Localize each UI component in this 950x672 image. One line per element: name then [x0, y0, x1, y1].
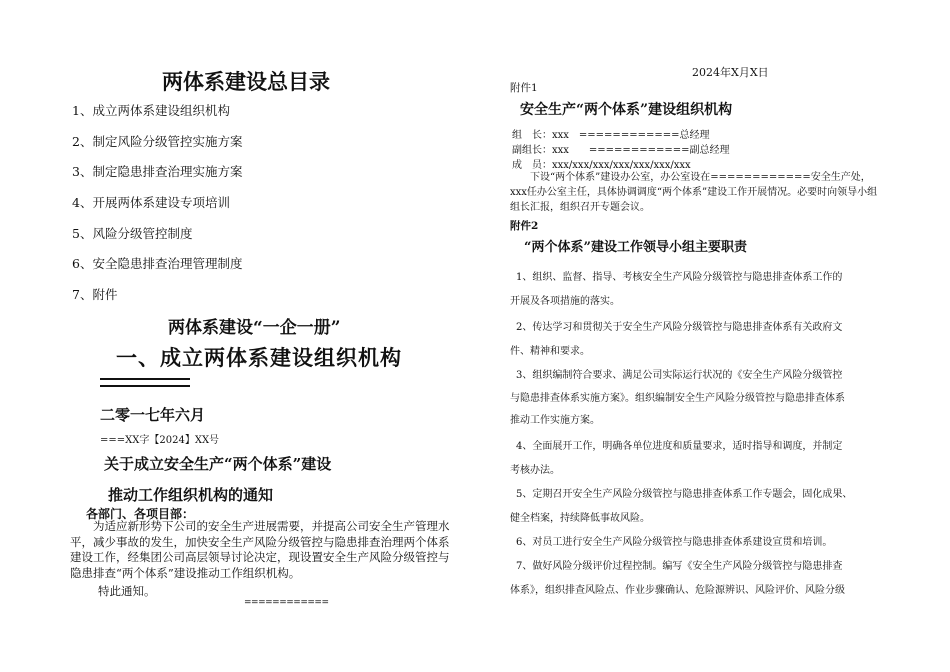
toc-item: 5、风险分级管控制度 [72, 226, 193, 241]
member-line: 副组长：xxx ============副总经理 [512, 145, 730, 156]
duty-line: 考核办法。 [510, 465, 560, 476]
toc-title: 两体系建设总目录 [162, 69, 330, 94]
toc-item: 4、开展两体系建设专项培训 [72, 195, 230, 210]
duty-line: 3、组织编制符合要求、满足公司实际运行状况的《安全生产风险分级管控 [516, 370, 843, 381]
duty-line: 6、对员工进行安全生产风险分级管控与隐患排查体系建设宣贯和培训。 [516, 537, 833, 548]
notice-title-line1: 关于成立安全生产“两个体系”建设 [104, 455, 332, 473]
toc-item: 2、制定风险分级管控实施方案 [72, 134, 243, 149]
double-rule-divider [100, 378, 190, 387]
attachment2-label: 附件2 [510, 220, 539, 232]
duty-line: 4、全面展开工作，明确各单位进度和质量要求，适时指导和调度，并制定 [516, 441, 843, 452]
toc-item: 7、附件 [72, 287, 118, 302]
notice-closing: 特此通知。 [98, 584, 156, 598]
notice-title-line2: 推动工作组织机构的通知 [108, 486, 274, 504]
duty-line: 与隐患排查体系实施方案》。组织编制安全生产风险分级管控与隐患排查体系 [510, 393, 845, 404]
member-line: 成 员：xxx/xxx/xxx/xxx/xxx/xxx/xxx [512, 160, 691, 171]
duty-line: 开展及各项措施的落实。 [510, 296, 620, 307]
duty-line: 1、组织、监督、指导、考核安全生产风险分级管控与隐患排查体系工作的 [516, 272, 843, 283]
attachment1-label: 附件1 [510, 82, 538, 94]
duty-line: 2、传达学习和贯彻关于安全生产风险分级管控与隐患排查体系有关政府文 [516, 322, 843, 333]
document-number: ===XX字【2024】XX号 [100, 435, 220, 446]
attachment2-title: “两个体系”建设工作领导小组主要职责 [524, 240, 747, 255]
duty-line: 推动工作实施方案。 [510, 415, 600, 426]
member-line: 组 长：xxx ============总经理 [512, 130, 710, 141]
duty-line: 健全档案，持续降低事故风险。 [510, 513, 650, 524]
duty-line: 件、精神和要求。 [510, 346, 590, 357]
attachment-date: 2024年X月X日 [692, 66, 769, 79]
toc-item: 3、制定隐患排查治理实施方案 [72, 164, 243, 179]
notice-salutation: 各部门、各项目部： [86, 507, 195, 521]
section-title: 一、成立两体系建设组织机构 [116, 345, 402, 370]
attachment1-title: 安全生产“两个体系”建设组织机构 [520, 102, 733, 118]
handbook-title: 两体系建设“一企一册” [168, 318, 341, 338]
duty-line: 5、定期召开安全生产风险分级管控与隐患排查体系工作专题会，固化成果、 [516, 489, 853, 500]
toc-item: 6、安全隐患排查治理管理制度 [72, 256, 243, 271]
cover-date: 二零一七年六月 [100, 406, 206, 424]
notice-body: 为适应新形势下公司的安全生产进展需要，并提高公司安全生产管理水平，减少事故的发生，加快安全生产风险分级管控与隐患排查治理两个体系建设工作，经集团公司高层领导讨论决定，现设置安全生产风险分级管控与隐患排查“两个体系”建设推动工作组织机构。 [70, 519, 450, 580]
office-description: 下设“两个体系”建设办公室，办公室设在============安全生产处，xxx任办公室主任，具体协调调度“两个体系”建设工作开展情况。必要时向领导小组组长汇报，组织召开专题会议。 [510, 172, 878, 213]
duty-line: 体系》，组织排查风险点、作业步骤确认、危险源辨识、风险评价、风险分级 [510, 585, 845, 596]
notice-rule: ============ [244, 598, 329, 608]
duty-line: 7、做好风险分级评价过程控制。编写《安全生产风险分级管控与隐患排查 [516, 561, 843, 572]
toc-item: 1、成立两体系建设组织机构 [72, 103, 230, 118]
